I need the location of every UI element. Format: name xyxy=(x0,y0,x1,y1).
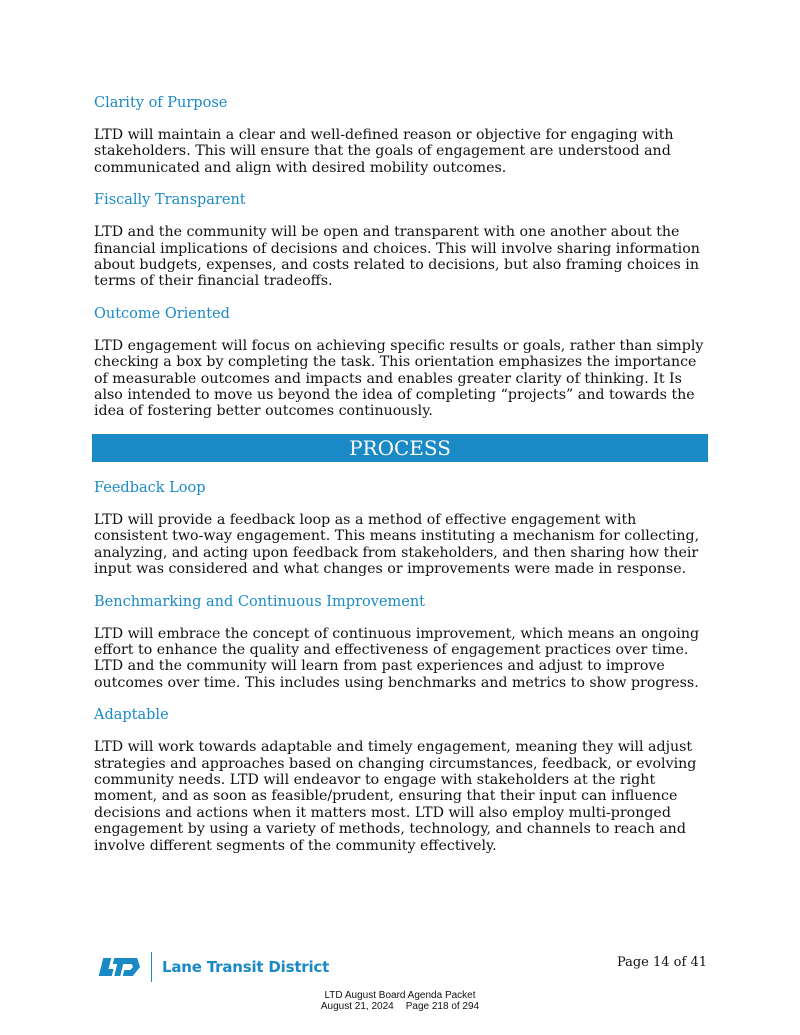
section-text-benchmarking: LTD will embrace the concept of continuous improvement, which means an ongoing effort to enhance the quality and effectiveness of engagement practices over time. LTD and the community will learn from past experiences and adjust to improve outcomes over time. This includes using benchmarks and metrics to show progress. xyxy=(94,625,700,691)
section-heading-adaptable: Adaptable xyxy=(94,707,169,724)
ltd-logo xyxy=(96,952,329,982)
packet-date: August 21, 2024 xyxy=(320,1001,394,1012)
section-text-adaptable: LTD will work towards adaptable and timely engagement, meaning they will adjust strategies and approaches based on changing circumstances, feedback, or evolving community needs. LTD will endeavor to engage with stakeholders at the right moment, and as soon as feasible/prudent, ensuring that their input can influence decisions and actions when it matters most. LTD will also employ multi-pronged engagement by using a variety of methods, technology, and channels to reach and involve different segments of the community effectively. xyxy=(94,739,697,854)
packet-meta xyxy=(0,1001,800,1012)
page-number: Page 14 of 41 xyxy=(616,955,707,970)
section-heading-clarity: Clarity of Purpose xyxy=(94,95,228,111)
logo-divider xyxy=(151,952,152,982)
section-text-feedback: LTD will provide a feedback loop as a method of effective engagement with consistent two-way engagement. This means instituting a mechanism for collecting, analyzing, and acting upon feedback from stakeholders, and then sharing how their input was considered and what changes or improvements were made in response. xyxy=(94,511,700,578)
packet-footer xyxy=(0,990,800,1012)
section-heading-outcome: Outcome Oriented xyxy=(94,305,230,322)
org-name: Lane Transit District xyxy=(162,958,330,976)
section-heading-feedback: Feedback Loop xyxy=(94,479,206,496)
packet-title: LTD August Board Agenda Packet xyxy=(324,990,476,1001)
ltd-logo-mark-icon xyxy=(96,955,142,979)
process-section-banner: PROCESS xyxy=(92,434,708,462)
section-text-clarity: LTD will maintain a clear and well-defined reason or objective for engaging with stakeholders. This will ensure that the goals of engagement are understood and communicated and align with desired mobility outcomes. xyxy=(94,127,674,176)
packet-page: Page 218 of 294 xyxy=(405,1001,480,1012)
section-text-fiscal: LTD and the community will be open and transparent with one another about the financial implications of decisions and choices. This will involve sharing information about budgets, expenses, and costs related to decisions, but also framing choices in terms of their financial tradeoffs. xyxy=(94,224,700,290)
section-heading-benchmarking: Benchmarking and Continuous Improvement xyxy=(94,593,426,610)
section-heading-fiscal: Fiscally Transparent xyxy=(94,192,246,209)
page-content xyxy=(94,93,709,868)
section-text-outcome: LTD engagement will focus on achieving specific results or goals, rather than simply checking a box by completing the task. This orientation emphasizes the importance of measurable outcomes and impacts and enables greater clarity of thinking. It Is also intended to move us beyond the idea of completing “projects” and towards the idea of fostering better outcomes continuously. xyxy=(94,337,704,420)
